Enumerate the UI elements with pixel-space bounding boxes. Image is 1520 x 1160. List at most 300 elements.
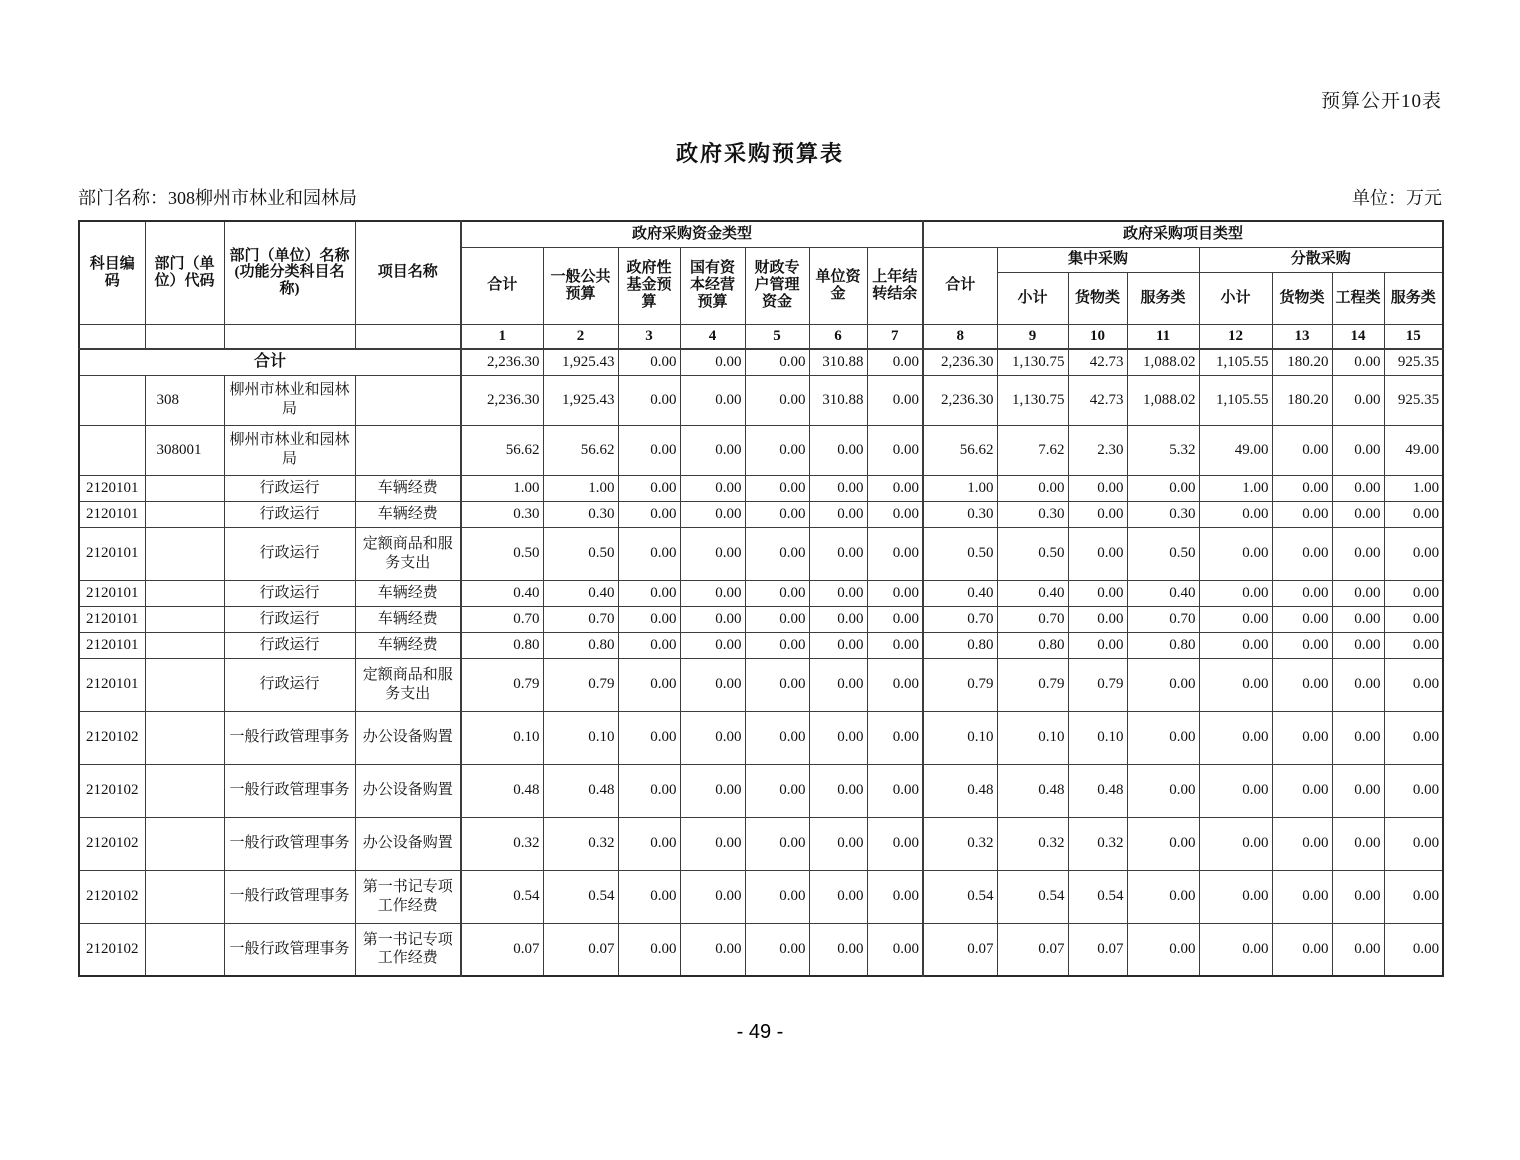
cell-value: 0.54 (543, 870, 618, 923)
cell-value: 0.00 (1068, 501, 1127, 527)
cell-project-name: 第一书记专项工作经费 (355, 923, 461, 976)
cell-value: 0.00 (1068, 606, 1127, 632)
cell-value: 0.00 (1127, 870, 1199, 923)
cell-value: 56.62 (461, 425, 543, 475)
cell-value: 180.20 (1272, 349, 1332, 375)
cell-subject-code: 2120101 (79, 501, 145, 527)
cell-dept-name: 一般行政管理事务 (224, 711, 355, 764)
cell-value: 0.00 (618, 375, 680, 425)
cell-value: 0.00 (809, 632, 867, 658)
header-left-col: 部门（单位）代码 (145, 221, 224, 324)
header-dispersed-col: 服务类 (1384, 272, 1443, 324)
cell-value: 0.00 (745, 527, 809, 580)
header-row (79, 324, 1443, 349)
cell-value: 0.10 (461, 711, 543, 764)
cell-value: 0.00 (1332, 375, 1384, 425)
cell-value: 0.00 (680, 501, 745, 527)
cell-subject-code: 2120101 (79, 475, 145, 501)
cell-subject-code: 2120102 (79, 923, 145, 976)
cell-value: 0.00 (1199, 501, 1272, 527)
cell-value: 0.00 (745, 658, 809, 711)
table-row (79, 580, 1443, 606)
cell-value: 0.79 (1068, 658, 1127, 711)
cell-value: 1,130.75 (997, 349, 1068, 375)
page-number: - 49 - (736, 1021, 784, 1043)
cell-value: 0.32 (461, 817, 543, 870)
cell-value: 0.00 (680, 375, 745, 425)
cell-value: 0.70 (543, 606, 618, 632)
cell-value: 0.00 (867, 923, 923, 976)
cell-project-name: 车辆经费 (355, 632, 461, 658)
cell-value: 0.54 (461, 870, 543, 923)
cell-value: 0.07 (997, 923, 1068, 976)
cell-value: 0.70 (1127, 606, 1199, 632)
cell-value: 0.00 (1272, 923, 1332, 976)
cell-value: 0.07 (461, 923, 543, 976)
cell-value: 0.00 (1272, 606, 1332, 632)
cell-value: 0.00 (867, 375, 923, 425)
cell-dept-name: 一般行政管理事务 (224, 923, 355, 976)
table-row (79, 606, 1443, 632)
cell-value: 0.00 (1068, 527, 1127, 580)
cell-value: 0.79 (923, 658, 997, 711)
cell-value: 180.20 (1272, 375, 1332, 425)
cell-value: 7.62 (997, 425, 1068, 475)
cell-value: 0.00 (867, 658, 923, 711)
cell-value: 0.48 (1068, 764, 1127, 817)
cell-value: 0.00 (1068, 632, 1127, 658)
page-content (78, 86, 1442, 1044)
table-body (79, 349, 1443, 976)
header-fund-group: 政府采购资金类型 (461, 221, 923, 247)
cell-project-name: 办公设备购置 (355, 711, 461, 764)
header-col-number: 11 (1127, 324, 1199, 349)
cell-value: 0.00 (1272, 764, 1332, 817)
cell-value: 0.00 (1332, 527, 1384, 580)
cell-value: 310.88 (809, 375, 867, 425)
cell-value: 0.00 (745, 923, 809, 976)
header-project-total: 合计 (923, 247, 997, 324)
cell-value: 0.54 (923, 870, 997, 923)
cell-project-name: 定额商品和服务支出 (355, 658, 461, 711)
cell-value: 0.00 (745, 817, 809, 870)
cell-value: 0.00 (1127, 475, 1199, 501)
cell-value: 0.00 (1199, 817, 1272, 870)
cell-value: 0.40 (543, 580, 618, 606)
cell-value: 0.79 (543, 658, 618, 711)
cell-value: 0.00 (745, 375, 809, 425)
cell-value: 0.70 (997, 606, 1068, 632)
cell-value: 0.00 (1332, 658, 1384, 711)
table-row (79, 425, 1443, 475)
cell-value: 0.32 (1068, 817, 1127, 870)
cell-value: 0.00 (1272, 501, 1332, 527)
cell-value: 0.00 (1199, 923, 1272, 976)
cell-value: 0.00 (1272, 711, 1332, 764)
cell-value: 0.00 (1384, 923, 1443, 976)
header-dispersed-col: 小计 (1199, 272, 1272, 324)
header-fund-col: 财政专户管理资金 (745, 247, 809, 324)
cell-value: 0.00 (1332, 711, 1384, 764)
cell-value: 0.48 (997, 764, 1068, 817)
cell-value: 1.00 (461, 475, 543, 501)
cell-value: 0.00 (867, 817, 923, 870)
header-dispersed-group: 分散采购 (1199, 247, 1443, 272)
cell-value: 0.00 (809, 580, 867, 606)
header-fund-col: 一般公共预算 (543, 247, 618, 324)
table-row (79, 658, 1443, 711)
cell-value: 925.35 (1384, 349, 1443, 375)
cell-value: 1,088.02 (1127, 375, 1199, 425)
header-central-col: 货物类 (1068, 272, 1127, 324)
cell-value: 0.00 (867, 475, 923, 501)
cell-value: 0.32 (543, 817, 618, 870)
cell-value: 0.00 (1272, 870, 1332, 923)
cell-subject-code (79, 425, 145, 475)
cell-value: 0.54 (1068, 870, 1127, 923)
cell-value: 0.00 (618, 349, 680, 375)
header-left-col: 项目名称 (355, 221, 461, 324)
cell-value: 0.00 (1199, 632, 1272, 658)
header-fund-col: 单位资金 (809, 247, 867, 324)
cell-value: 0.32 (997, 817, 1068, 870)
table-row (79, 501, 1443, 527)
cell-value: 0.00 (680, 349, 745, 375)
cell-value: 0.00 (867, 580, 923, 606)
table-row (79, 527, 1443, 580)
total-row-label: 合计 (79, 349, 461, 375)
cell-value: 0.50 (543, 527, 618, 580)
cell-value: 0.00 (997, 475, 1068, 501)
cell-value: 0.30 (997, 501, 1068, 527)
cell-dept-name: 行政运行 (224, 475, 355, 501)
cell-value: 0.70 (461, 606, 543, 632)
header-col-number: 4 (680, 324, 745, 349)
cell-value: 0.00 (1332, 580, 1384, 606)
cell-value: 0.00 (745, 632, 809, 658)
form-corner-label: 预算公开10表 (1320, 91, 1442, 112)
cell-value: 0.00 (680, 870, 745, 923)
cell-dept-name: 一般行政管理事务 (224, 764, 355, 817)
cell-value: 0.79 (461, 658, 543, 711)
cell-value: 0.00 (867, 425, 923, 475)
cell-dept-name: 行政运行 (224, 501, 355, 527)
cell-value: 0.00 (1332, 475, 1384, 501)
cell-value: 0.00 (618, 923, 680, 976)
cell-value: 0.00 (1384, 606, 1443, 632)
cell-subject-code: 2120102 (79, 764, 145, 817)
cell-value: 0.00 (618, 817, 680, 870)
cell-value: 0.00 (1068, 580, 1127, 606)
cell-dept-code: 308 (145, 375, 224, 425)
procurement-budget-table (78, 220, 1444, 977)
cell-value: 0.50 (923, 527, 997, 580)
cell-value: 0.10 (923, 711, 997, 764)
header-empty (145, 324, 224, 349)
cell-value: 1,925.43 (543, 375, 618, 425)
cell-value: 0.00 (1127, 711, 1199, 764)
cell-value: 0.80 (997, 632, 1068, 658)
cell-value: 0.00 (1127, 764, 1199, 817)
cell-value: 0.00 (1199, 527, 1272, 580)
cell-value: 0.00 (618, 606, 680, 632)
header-col-number: 9 (997, 324, 1068, 349)
page-title: 政府采购预算表 (675, 141, 844, 166)
cell-value: 1,130.75 (997, 375, 1068, 425)
cell-subject-code: 2120102 (79, 870, 145, 923)
cell-value: 0.00 (1332, 870, 1384, 923)
cell-value: 1.00 (543, 475, 618, 501)
cell-value: 0.00 (680, 923, 745, 976)
cell-value: 0.00 (1272, 632, 1332, 658)
cell-value: 0.70 (923, 606, 997, 632)
cell-value: 0.00 (680, 527, 745, 580)
cell-value: 49.00 (1199, 425, 1272, 475)
cell-value: 0.00 (745, 870, 809, 923)
cell-value: 56.62 (543, 425, 618, 475)
cell-value: 0.00 (867, 870, 923, 923)
cell-value: 42.73 (1068, 349, 1127, 375)
header-fund-col: 上年结转结余 (867, 247, 923, 324)
cell-value: 0.00 (745, 764, 809, 817)
cell-value: 0.00 (680, 658, 745, 711)
cell-value: 0.00 (1199, 711, 1272, 764)
cell-value: 2,236.30 (923, 349, 997, 375)
cell-value: 0.00 (867, 632, 923, 658)
cell-value: 0.00 (809, 658, 867, 711)
header-fund-col: 合计 (461, 247, 543, 324)
table-row (79, 475, 1443, 501)
cell-value: 0.00 (745, 580, 809, 606)
cell-value: 0.00 (1384, 817, 1443, 870)
cell-value: 1.00 (1199, 475, 1272, 501)
header-empty (355, 324, 461, 349)
cell-value: 0.00 (867, 711, 923, 764)
cell-dept-code (145, 817, 224, 870)
cell-value: 0.00 (1199, 764, 1272, 817)
cell-value: 0.00 (809, 870, 867, 923)
cell-value: 0.00 (618, 475, 680, 501)
cell-dept-code (145, 501, 224, 527)
total-row (79, 349, 1443, 375)
cell-value: 0.30 (1127, 501, 1199, 527)
cell-dept-code (145, 711, 224, 764)
cell-dept-name: 行政运行 (224, 606, 355, 632)
cell-value: 0.07 (1068, 923, 1127, 976)
cell-value: 0.00 (1332, 349, 1384, 375)
cell-value: 310.88 (809, 349, 867, 375)
cell-value: 0.00 (1384, 658, 1443, 711)
cell-project-name: 车辆经费 (355, 606, 461, 632)
table-row (79, 711, 1443, 764)
cell-value: 0.00 (809, 527, 867, 580)
cell-dept-name: 行政运行 (224, 580, 355, 606)
cell-value: 0.00 (618, 580, 680, 606)
cell-value: 0.00 (1384, 580, 1443, 606)
header-dispersed-col: 工程类 (1332, 272, 1384, 324)
cell-project-name: 办公设备购置 (355, 764, 461, 817)
cell-dept-code (145, 658, 224, 711)
cell-value: 0.00 (809, 425, 867, 475)
cell-value: 2.30 (1068, 425, 1127, 475)
cell-value: 0.00 (1384, 632, 1443, 658)
cell-value: 0.00 (680, 425, 745, 475)
cell-value: 0.00 (809, 475, 867, 501)
cell-value: 0.00 (618, 425, 680, 475)
header-col-number: 6 (809, 324, 867, 349)
table-row (79, 870, 1443, 923)
cell-value: 0.00 (1384, 870, 1443, 923)
cell-project-name (355, 375, 461, 425)
cell-value: 0.40 (923, 580, 997, 606)
cell-value: 0.00 (1332, 632, 1384, 658)
cell-value: 42.73 (1068, 375, 1127, 425)
header-col-number: 2 (543, 324, 618, 349)
cell-value: 0.40 (1127, 580, 1199, 606)
cell-value: 0.00 (1127, 923, 1199, 976)
cell-value: 0.30 (461, 501, 543, 527)
cell-value: 0.00 (1199, 870, 1272, 923)
cell-value: 0.30 (543, 501, 618, 527)
cell-value: 0.80 (1127, 632, 1199, 658)
cell-project-name (355, 425, 461, 475)
cell-project-name: 定额商品和服务支出 (355, 527, 461, 580)
header-row (79, 221, 1443, 247)
cell-value: 0.00 (1384, 501, 1443, 527)
header-empty (79, 324, 145, 349)
cell-value: 1,105.55 (1199, 375, 1272, 425)
cell-value: 0.00 (867, 349, 923, 375)
header-empty (224, 324, 355, 349)
cell-subject-code: 2120101 (79, 527, 145, 580)
cell-value: 1.00 (923, 475, 997, 501)
cell-dept-name: 行政运行 (224, 527, 355, 580)
cell-value: 0.00 (1272, 425, 1332, 475)
cell-value: 0.07 (543, 923, 618, 976)
cell-value: 0.00 (867, 606, 923, 632)
cell-value: 0.00 (1272, 817, 1332, 870)
table-header (79, 221, 1443, 349)
table-row (79, 923, 1443, 976)
cell-project-name: 办公设备购置 (355, 817, 461, 870)
header-central-col: 服务类 (1127, 272, 1199, 324)
cell-value: 0.00 (1332, 501, 1384, 527)
header-col-number: 3 (618, 324, 680, 349)
cell-value: 925.35 (1384, 375, 1443, 425)
cell-subject-code: 2120102 (79, 817, 145, 870)
cell-value: 0.00 (809, 711, 867, 764)
cell-dept-code (145, 580, 224, 606)
cell-project-name: 第一书记专项工作经费 (355, 870, 461, 923)
cell-value: 0.00 (1332, 817, 1384, 870)
cell-value: 1,105.55 (1199, 349, 1272, 375)
cell-dept-code (145, 764, 224, 817)
cell-value: 0.00 (1332, 425, 1384, 475)
cell-value: 5.32 (1127, 425, 1199, 475)
cell-dept-name: 行政运行 (224, 632, 355, 658)
cell-value: 0.00 (1199, 658, 1272, 711)
department-name-label: 部门名称：308柳州市林业和园林局 (78, 188, 357, 208)
cell-value: 0.00 (1068, 475, 1127, 501)
cell-value: 0.80 (461, 632, 543, 658)
cell-value: 49.00 (1384, 425, 1443, 475)
cell-value: 0.00 (1332, 923, 1384, 976)
cell-dept-code (145, 923, 224, 976)
cell-value: 0.00 (1272, 580, 1332, 606)
unit-label: 单位：万元 (1352, 188, 1442, 208)
cell-value: 0.79 (997, 658, 1068, 711)
cell-value: 0.00 (618, 658, 680, 711)
cell-value: 0.00 (745, 711, 809, 764)
header-left-col: 部门（单位）名称(功能分类科目名称) (224, 221, 355, 324)
cell-value: 0.00 (680, 606, 745, 632)
cell-value: 0.10 (997, 711, 1068, 764)
cell-value: 0.00 (680, 764, 745, 817)
cell-value: 0.00 (745, 475, 809, 501)
cell-value: 1.00 (1384, 475, 1443, 501)
table-row (79, 375, 1443, 425)
cell-value: 0.10 (1068, 711, 1127, 764)
cell-value: 0.00 (867, 527, 923, 580)
cell-value: 0.00 (1199, 580, 1272, 606)
cell-subject-code (79, 375, 145, 425)
header-central-group: 集中采购 (997, 247, 1199, 272)
cell-value: 0.00 (745, 501, 809, 527)
cell-value: 0.40 (461, 580, 543, 606)
header-central-col: 小计 (997, 272, 1068, 324)
cell-value: 0.48 (543, 764, 618, 817)
cell-value: 0.30 (923, 501, 997, 527)
cell-value: 0.00 (1272, 658, 1332, 711)
cell-value: 0.80 (923, 632, 997, 658)
table-row (79, 632, 1443, 658)
cell-value: 2,236.30 (923, 375, 997, 425)
cell-value: 0.00 (809, 817, 867, 870)
cell-value: 0.00 (1127, 817, 1199, 870)
cell-value: 0.00 (867, 501, 923, 527)
cell-value: 0.00 (618, 527, 680, 580)
cell-value: 2,236.30 (461, 375, 543, 425)
cell-value: 0.00 (680, 580, 745, 606)
header-dispersed-col: 货物类 (1272, 272, 1332, 324)
cell-dept-name: 一般行政管理事务 (224, 817, 355, 870)
cell-dept-code (145, 475, 224, 501)
cell-value: 0.00 (1332, 764, 1384, 817)
cell-subject-code: 2120101 (79, 658, 145, 711)
cell-subject-code: 2120101 (79, 606, 145, 632)
cell-value: 0.00 (809, 606, 867, 632)
cell-value: 0.00 (809, 923, 867, 976)
cell-value: 0.00 (1384, 711, 1443, 764)
header-col-number: 14 (1332, 324, 1384, 349)
cell-dept-name: 柳州市林业和园林局 (224, 425, 355, 475)
cell-dept-name: 柳州市林业和园林局 (224, 375, 355, 425)
cell-dept-code (145, 632, 224, 658)
cell-value: 0.00 (680, 711, 745, 764)
cell-value: 0.32 (923, 817, 997, 870)
cell-value: 1,088.02 (1127, 349, 1199, 375)
header-fund-col: 政府性基金预算 (618, 247, 680, 324)
cell-subject-code: 2120101 (79, 632, 145, 658)
table-meta-row (78, 184, 1442, 210)
cell-value: 0.00 (1272, 475, 1332, 501)
header-col-number: 10 (1068, 324, 1127, 349)
cell-value: 0.00 (1127, 658, 1199, 711)
cell-value: 0.00 (867, 764, 923, 817)
cell-value: 0.00 (1384, 764, 1443, 817)
table-row (79, 817, 1443, 870)
cell-value: 2,236.30 (461, 349, 543, 375)
